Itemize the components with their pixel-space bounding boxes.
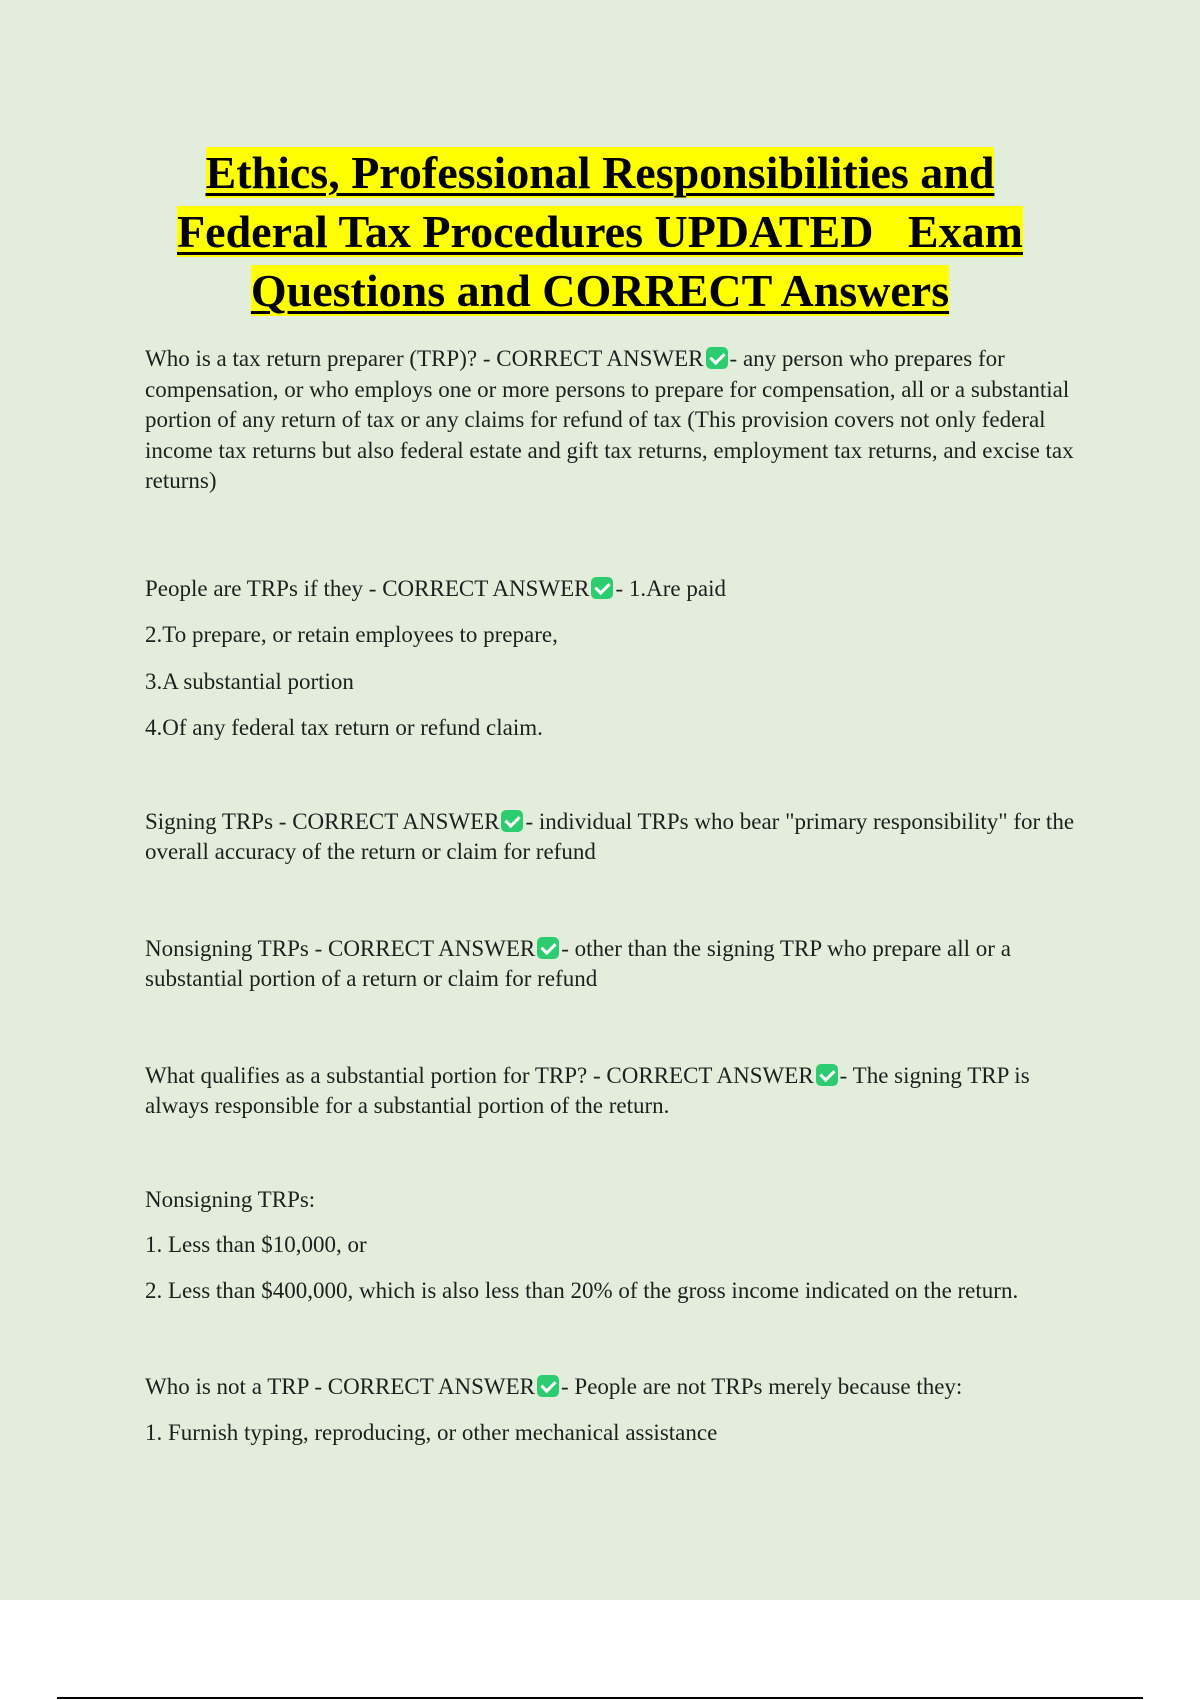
question-text: Signing TRPs	[145, 808, 274, 834]
document-body	[145, 344, 1085, 1448]
title-line-3: Questions and CORRECT Answers	[250, 265, 950, 316]
question-text: What qualifies as a substantial portion for TRP?	[145, 1062, 588, 1088]
nonsigning-heading: Nonsigning TRPs:	[145, 1186, 316, 1212]
answer-marker: CORRECT ANSWER	[327, 1374, 535, 1399]
check-mark-icon	[706, 347, 728, 369]
qa-tax-return-preparer: Who is a tax return preparer (TRP)? - CORRECT ANSWER - any person who prepares for compensation, or who employs one or more persons to prepare for compensation, all or a substantial portion of any return of tax or any claims for refund of tax (This provision covers not only federal income tax returns but also federal estate and gift tax returns, employment tax returns, and excise tax returns)	[145, 346, 1074, 493]
question-text: Nonsigning TRPs	[145, 935, 309, 961]
footer-divider	[57, 1697, 1143, 1699]
check-mark-icon	[537, 1375, 559, 1397]
answer-text: People are not TRPs merely because they:	[574, 1374, 963, 1399]
answer-marker: CORRECT ANSWER	[606, 1062, 814, 1088]
check-mark-icon	[591, 577, 613, 599]
answer-marker: CORRECT ANSWER	[292, 808, 500, 834]
list-item: 3.A substantial portion	[145, 668, 354, 694]
check-mark-icon	[537, 937, 559, 959]
document-title	[100, 143, 1100, 320]
question-text: Who is a tax return preparer (TRP)?	[145, 346, 478, 371]
check-mark-icon	[501, 810, 523, 832]
qa-nonsigning-trps: Nonsigning TRPs - CORRECT ANSWER - other than the signing TRP who prepare all or a substantial portion of a return or claim for refund	[145, 935, 1011, 991]
answer-marker: CORRECT ANSWER	[382, 575, 590, 601]
answer-text: any person who prepares for compensation, or who employs one or more persons to prepare for compensation, all or a substantial portion of any return of tax or any claims for refund of tax (This provision covers not only federal income tax returns but also federal estate and gift tax returns, employment tax returns, and excise tax returns)	[145, 346, 1074, 493]
answer-text: 1.Are paid	[628, 575, 726, 601]
answer-text: The signing TRP is always responsible for a substantial portion of the return.	[145, 1062, 1030, 1118]
answer-text: individual TRPs who bear "primary responsibility" for the overall accuracy of the return or claim for refund	[145, 808, 1075, 864]
list-item: 2. Less than $400,000, which is also less than 20% of the gross income indicated on the return.	[145, 1277, 1019, 1303]
answer-text: other than the signing TRP who prepare all or a substantial portion of a return or claim for refund	[145, 935, 1011, 991]
title-line-2: Federal Tax Procedures UPDATED Exam	[177, 206, 1023, 257]
qa-who-is-not-trp: Who is not a TRP - CORRECT ANSWER - People are not TRPs merely because they:	[145, 1374, 963, 1399]
list-item: 1. Less than $10,000, or	[145, 1232, 367, 1257]
question-text: People are TRPs if they	[145, 575, 364, 601]
list-item: 4.Of any federal tax return or refund claim.	[145, 715, 543, 740]
check-mark-icon	[816, 1064, 838, 1086]
list-item: 1. Furnish typing, reproducing, or other mechanical assistance	[145, 1419, 718, 1445]
answer-marker: CORRECT ANSWER	[327, 935, 536, 961]
title-line-1: Ethics, Professional Responsibilities and	[205, 147, 995, 198]
answer-marker: CORRECT ANSWER	[496, 346, 704, 371]
qa-substantial-portion: What qualifies as a substantial portion for TRP? - CORRECT ANSWER - The signing TRP is always responsible for a substantial portion of the return.	[145, 1062, 1030, 1118]
list-item: 2.To prepare, or retain employees to prepare,	[145, 622, 558, 647]
qa-people-are-trps: People are TRPs if they - CORRECT ANSWER - 1.Are paid	[145, 575, 726, 601]
qa-signing-trps: Signing TRPs - CORRECT ANSWER - individual TRPs who bear "primary responsibility" for the overall accuracy of the return or claim for refund	[145, 808, 1075, 864]
question-text: Who is not a TRP	[145, 1374, 309, 1399]
